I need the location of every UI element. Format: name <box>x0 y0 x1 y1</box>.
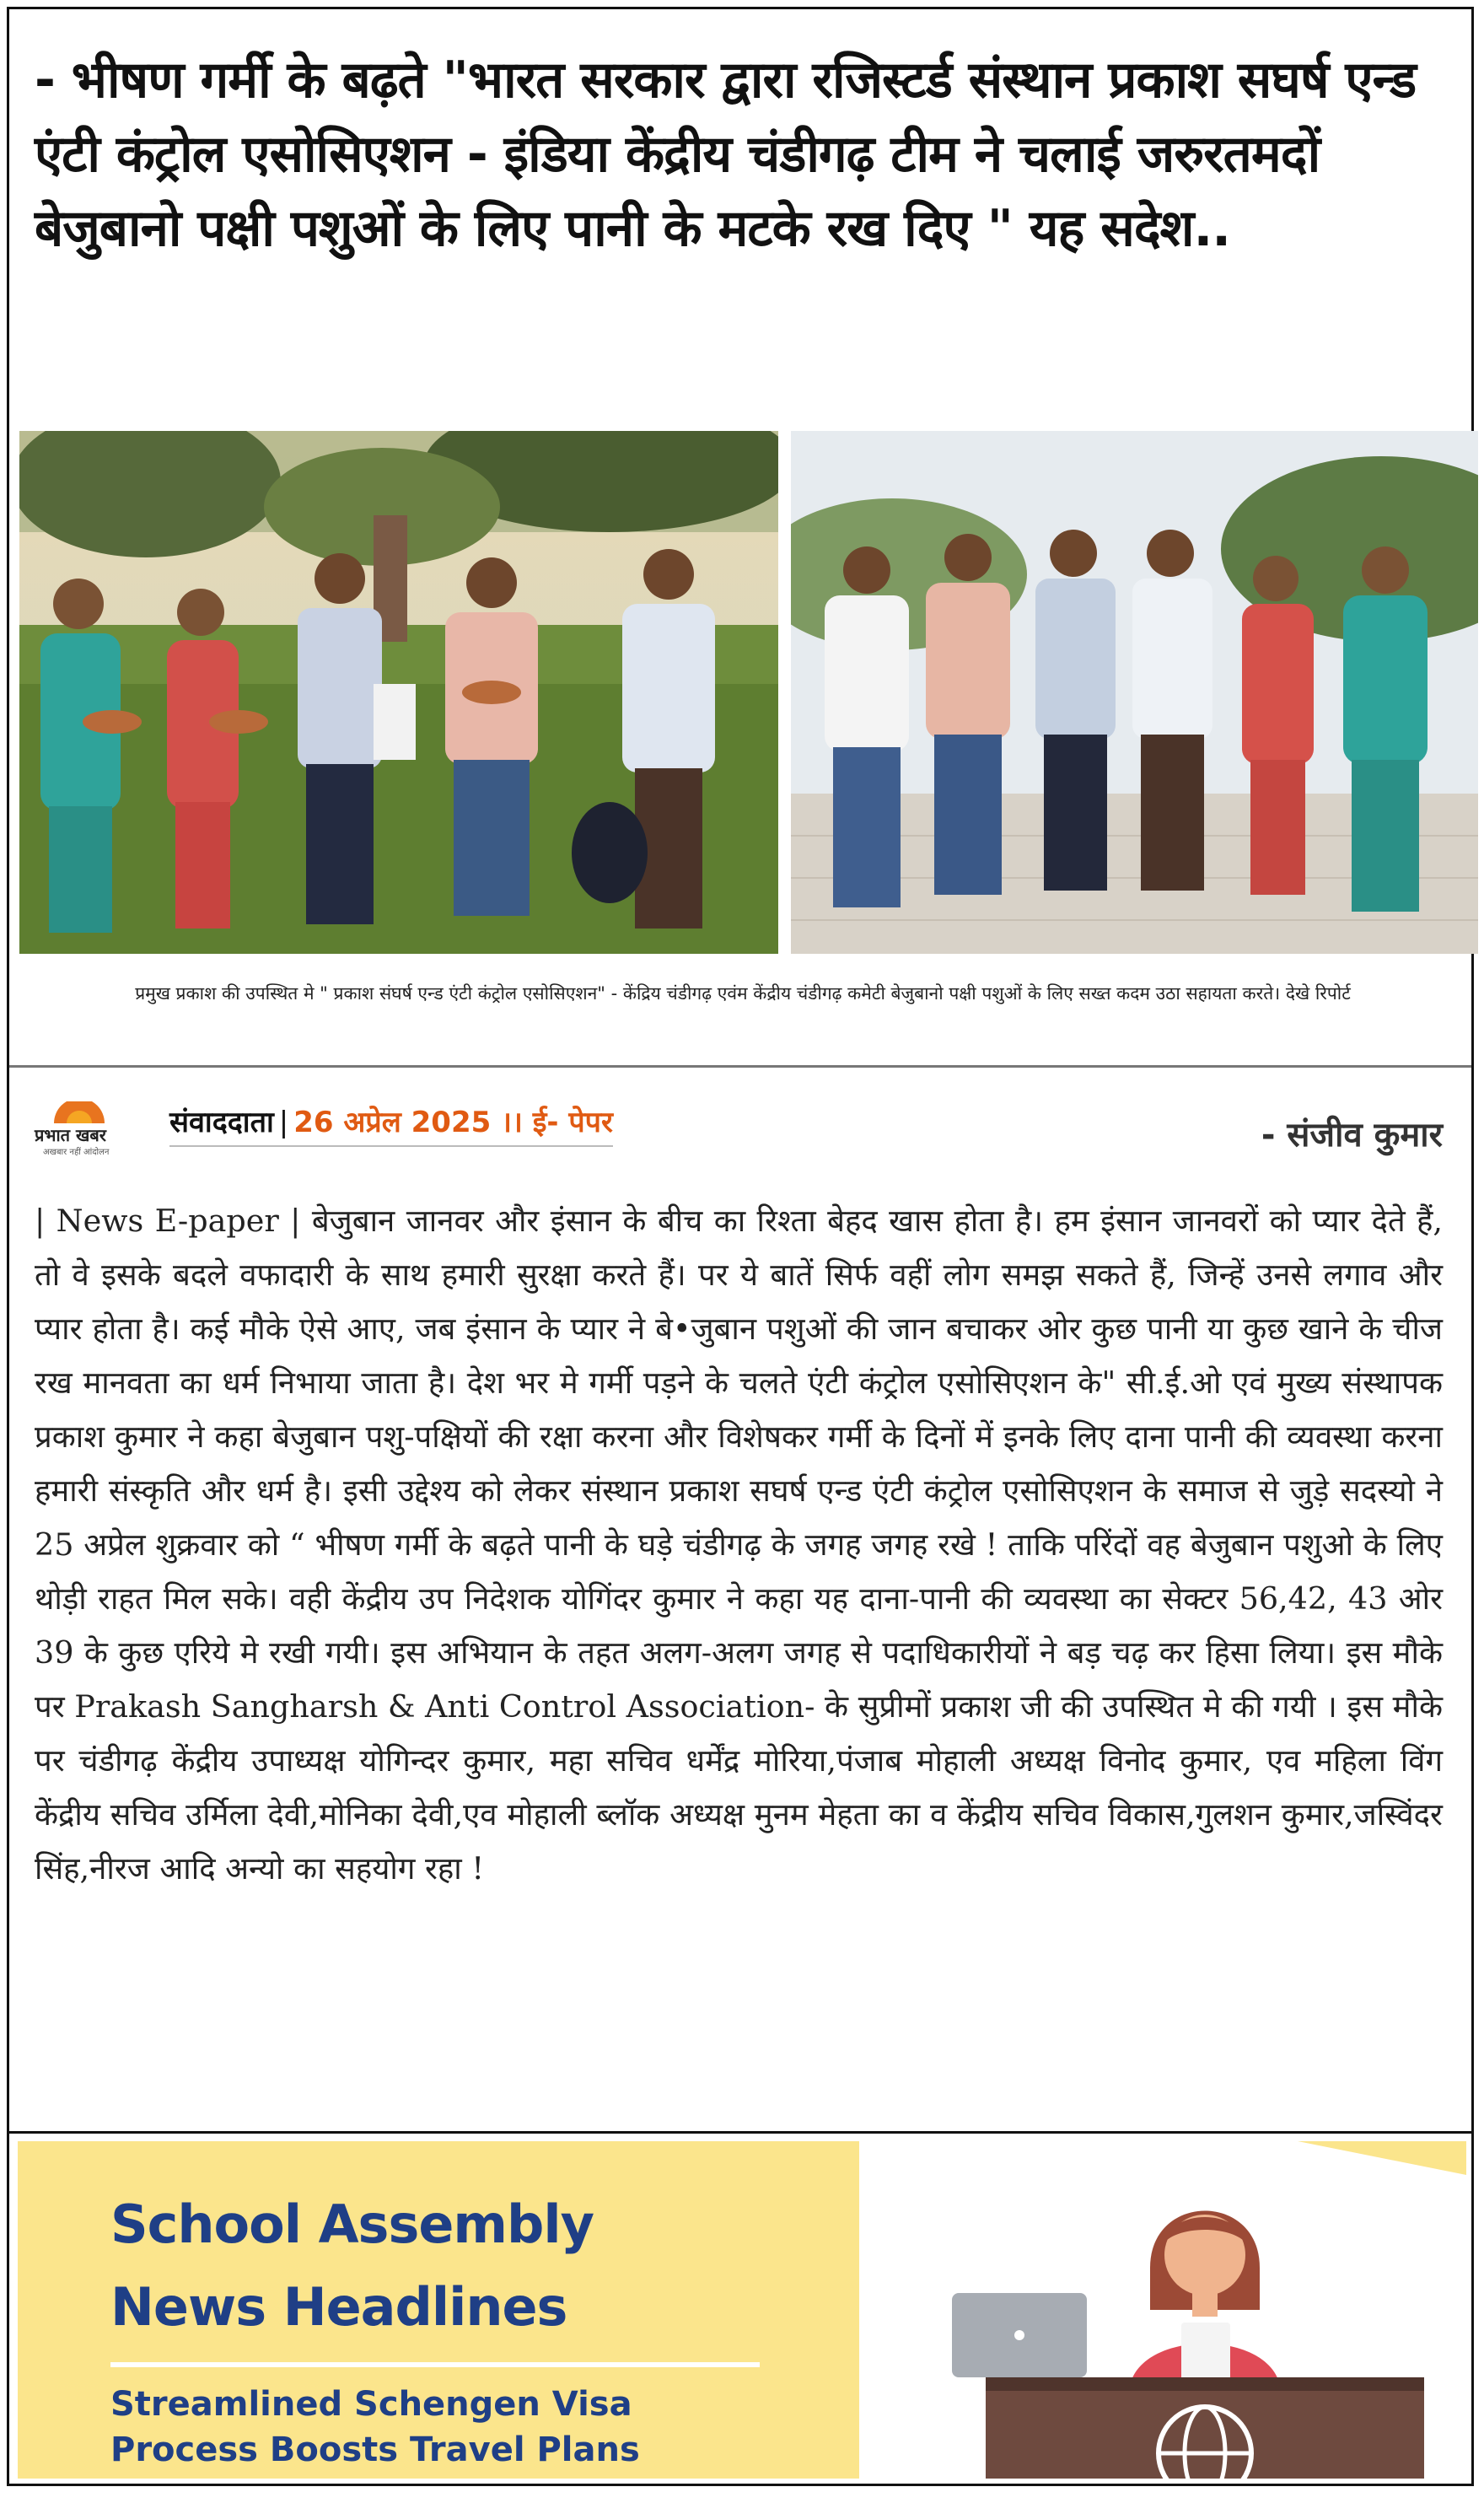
paved-area-group-image <box>791 431 1478 954</box>
headline: - भीषण गर्मी के बढ़ते "भारत सरकार द्वारा रजिस्टर्ड संस्थान प्रकाश सघर्ष एन्ड एंटी कंट्रोल एसोसिएशन - इंडिया केंद्रीय चंडीगढ़ टीम ने चलाई जरुरतमदों बेजुबानो पक्षी पशुओं के लिए पानी के मटके रख दिए " यह सदेश.. <box>35 51 1417 258</box>
anchor-desk-icon <box>859 2141 1466 2479</box>
banner-subtitle-line1: Streamlined Schengen Visa <box>110 2385 632 2424</box>
logo-name: प्रभात खबर <box>35 1125 106 1145</box>
group-photo-right <box>791 431 1478 954</box>
promo-banner[interactable] <box>18 2141 1466 2479</box>
prabhat-khabar-logo <box>35 1101 144 1157</box>
reporter-separator: | <box>278 1106 289 1139</box>
article-body: | News E-paper | बेजुबान जानवर और इंसान के बीच का रिश्ता बेहद खास होता है। हम इंसान जानवरों को प्यार देते हैं, तो वे इसके बदले वफादारी के साथ हमारी सुरक्षा करते हैं। पर ये बातें सिर्फ वहीं लोग समझ सकते हैं, जिन्हें उनसे लगाव और प्यार होता है। कई मौके ऐसे आए, जब इंसान के प्यार ने बे•जुबान पशुओं की जान बचाकर ओर कुछ पानी या कुछ खाने के चीज रख मानवता का धर्म निभाया जाता है। देश भर मे गर्मी पड़ने के चलते एंटी कंट्रोल एसोसिएशन के" सी.ई.ओ एवं मुख्य संस्थापक प्रकाश कुमार ने कहा बेजुबान पशु-पक्षियों की रक्षा करना और विशेषकर गर्मी के दिनों में इनके लिए दाना पानी की व्यवस्था करना हमारी संस्कृति और धर्म है। इसी उद्देश्य को लेकर संस्थान प्रकाश सघर्ष एन्ड एंटी कंट्रोल एसोसिएशन के समाज से जुड़े सदस्यो ने 25 अप्रेल शुक्रवार को “ भीषण गर्मी के बढ़ते पानी के घड़े चंडीगढ़ के जगह जगह रखे ! ताकि परिंदों वह बेजुबान पशुओ के लिए थोड़ी राहत मिल सके। वही केंद्रीय उप निदेशक योगिंदर कुमार ने कहा यह दाना-पानी की व्यवस्था का सेक्टर 56,42, 43 ओर 39 के कुछ एरिये मे रखी गयी। इस अभियान के तहत अलग-अलग जगह से पदाधिकारीयों ने बड़ चढ़ कर हिसा लिया। इस मौके पर Prakash Sangharsh & Anti Control Association- के सुप्रीमों प्रकाश जी की उपस्थित मे की गयी । इस मौके पर चंडीगढ़ केंद्रीय उपाध्यक्ष योगिन्दर कुमार, महा सचिव धर्मेंद्र मोरिया,पंजाब मोहाली अध्यक्ष विनोद कुमार, एव महिला विंग केंद्रीय सचिव उर्मिला देवी,मोनिका देवी,एव मोहाली ब्लॉक अध्यक्ष मुनम मेहता का व केंद्रीय सचिव विकास,गुलशन कुमार,जस्विंदर सिंह,नीरज आदि अन्यो का सहयोग रहा ! <box>35 1203 1443 1887</box>
publish-date: 26 अप्रेल 2025 <box>293 1106 492 1139</box>
park-group-image <box>19 431 778 954</box>
byline <box>35 1093 1451 1157</box>
banner-title <box>110 2183 594 2349</box>
section-divider <box>9 1065 1471 1068</box>
photo-row <box>19 431 1478 954</box>
edition-label: ।। ई- पेपर <box>501 1106 613 1139</box>
logo-tagline: अखबार नहीं आंदोलन <box>43 1148 110 1157</box>
reporter-label: संवाददाता <box>169 1106 274 1139</box>
banner-subtitle <box>110 2382 640 2473</box>
banner-title-line1: School Assembly <box>110 2193 594 2255</box>
news-anchor-illustration <box>859 2141 1466 2479</box>
banner-rule <box>110 2362 760 2367</box>
banner-subtitle-line2: Process Boosts Travel Plans <box>110 2430 640 2469</box>
group-photo-left <box>19 431 778 954</box>
newspaper-page <box>7 7 1474 2486</box>
author-name: - संजीव कुमार <box>1261 1116 1443 1155</box>
reporter-info <box>169 1101 613 1147</box>
banner-title-line2: News Headlines <box>110 2276 567 2338</box>
photo-caption: प्रमुख प्रकाश की उपस्थित मे " प्रकाश संघर्ष एन्ड एंटी कंट्रोल एसोसिएशन" - केंद्रिय चंडीगढ़ एवंम केंद्रीय चंडीगढ़ कमेटी बेजुबानो पक्षी पशुओं के लिए सख्त कदम उठा सहायता करते। देखे रिपोर्ट <box>135 983 1351 1004</box>
sunrise-icon <box>50 1101 109 1123</box>
banner-divider <box>9 2131 1471 2134</box>
